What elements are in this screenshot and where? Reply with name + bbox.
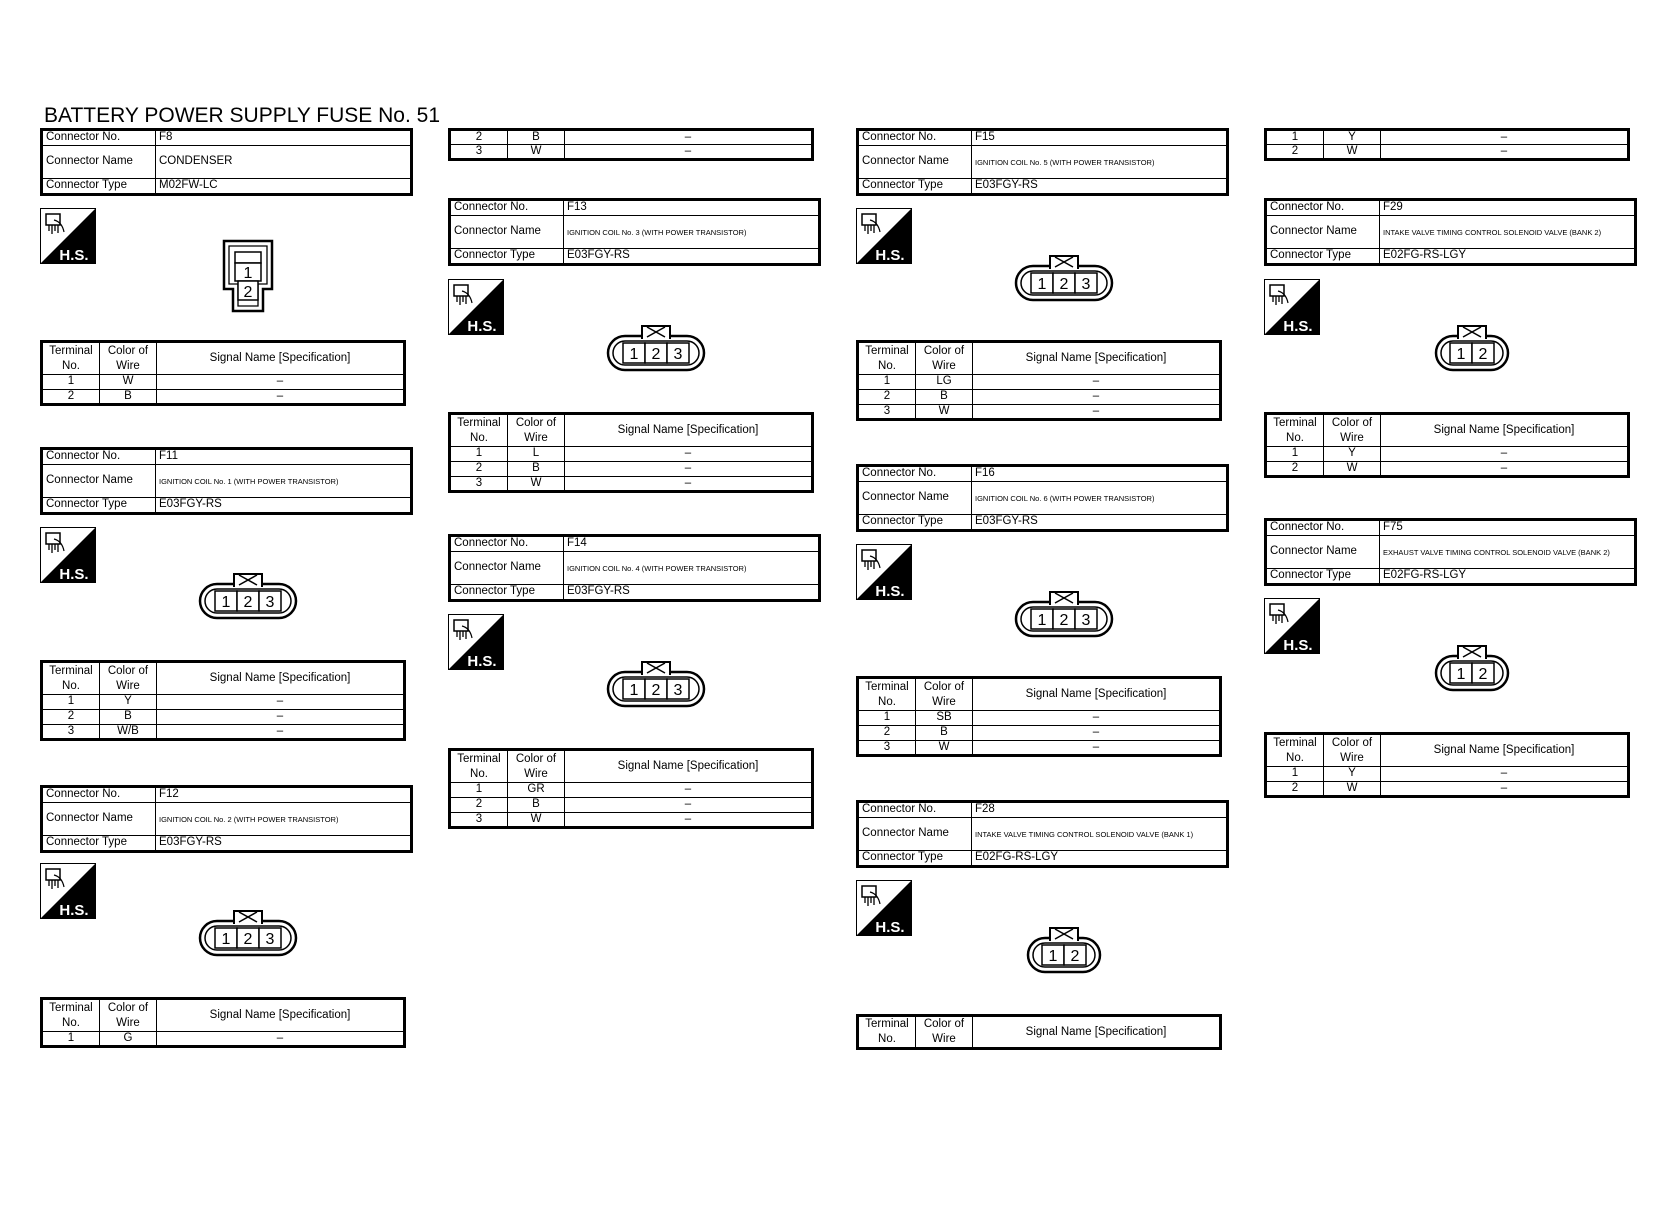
signal-name-header: Signal Name [Specification] xyxy=(1381,734,1629,767)
wire-color-cell: G xyxy=(100,1032,157,1047)
page-title: BATTERY POWER SUPPLY FUSE No. 51 xyxy=(44,104,441,127)
connector-header-f13 xyxy=(448,198,821,266)
connector-header-f14 xyxy=(448,534,821,602)
hs-label: H.S. xyxy=(59,566,89,583)
connector-face-f75 xyxy=(1434,642,1510,694)
pin-label: 2 xyxy=(243,594,253,611)
pin-label: 1 xyxy=(1456,346,1466,363)
table-row xyxy=(1266,145,1629,160)
pin-label: 3 xyxy=(265,594,275,611)
terminal-table-f16 xyxy=(856,676,1222,757)
table-row xyxy=(1266,447,1629,462)
terminal-no-cell: 1 xyxy=(450,447,508,462)
signal-name-cell: – xyxy=(157,1032,405,1047)
connector-no-value: F75 xyxy=(1380,520,1636,536)
connector-name-value: INTAKE VALVE TIMING CONTROL SOLENOID VALVE (BANK 1) xyxy=(972,818,1228,851)
wire-color-cell: B xyxy=(508,798,565,813)
terminal-no-header: Terminal No. xyxy=(42,342,100,375)
signal-name-cell: – xyxy=(157,375,405,390)
signal-name-cell: – xyxy=(973,726,1221,741)
signal-name-cell: – xyxy=(565,447,813,462)
wire-color-cell: B xyxy=(916,390,973,405)
signal-name-cell: – xyxy=(1381,462,1629,477)
pin-label: 1 xyxy=(1048,948,1058,965)
terminal-no-cell: 2 xyxy=(42,390,100,405)
terminal-no-cell: 3 xyxy=(450,813,508,828)
color-of-wire-header: Color of Wire xyxy=(916,342,973,375)
terminal-no-cell: 1 xyxy=(42,375,100,390)
wire-color-cell: W xyxy=(916,405,973,420)
terminal-no-cell: 1 xyxy=(1266,447,1324,462)
connector-name-value: CONDENSER xyxy=(156,146,412,179)
harness-side-icon xyxy=(856,208,912,264)
signal-name-header: Signal Name [Specification] xyxy=(973,1016,1221,1049)
wire-color-cell: W xyxy=(508,813,565,828)
pin-label: 2 xyxy=(1059,612,1069,629)
table-row xyxy=(42,710,405,725)
signal-name-cell: – xyxy=(1381,767,1629,782)
terminal-no-cell: 2 xyxy=(1266,782,1324,797)
terminal-table-f12 xyxy=(40,997,406,1048)
connector-no-label: Connector No. xyxy=(450,200,564,216)
terminal-table-f15 xyxy=(856,340,1222,421)
harness-side-icon xyxy=(1264,279,1320,335)
terminal-table-f12 xyxy=(448,128,814,161)
terminal-no-cell: 2 xyxy=(42,710,100,725)
wire-color-cell: B xyxy=(508,130,565,145)
terminal-no-header: Terminal No. xyxy=(450,414,508,447)
connector-no-label: Connector No. xyxy=(42,130,156,146)
signal-name-cell: – xyxy=(157,710,405,725)
table-row xyxy=(1266,130,1629,145)
hs-label: H.S. xyxy=(467,653,497,670)
connector-no-value: F13 xyxy=(564,200,820,216)
table-row xyxy=(1266,767,1629,782)
connector-type-label: Connector Type xyxy=(450,585,564,601)
signal-name-cell: – xyxy=(565,783,813,798)
connector-no-label: Connector No. xyxy=(1266,520,1380,536)
connector-name-label: Connector Name xyxy=(858,146,972,179)
connector-no-label: Connector No. xyxy=(450,536,564,552)
color-of-wire-header: Color of Wire xyxy=(100,662,157,695)
harness-side-icon xyxy=(448,614,504,670)
table-row xyxy=(42,375,405,390)
connector-name-value: IGNITION COIL No. 5 (WITH POWER TRANSISTOR) xyxy=(972,146,1228,179)
table-row xyxy=(858,375,1221,390)
table-row xyxy=(450,798,813,813)
connector-no-label: Connector No. xyxy=(1266,200,1380,216)
hs-label: H.S. xyxy=(875,247,905,264)
terminal-no-cell: 1 xyxy=(858,375,916,390)
connector-no-label: Connector No. xyxy=(858,466,972,482)
connector-face-f28 xyxy=(1026,924,1102,976)
pin-label: 2 xyxy=(1478,666,1488,683)
terminal-no-cell: 3 xyxy=(42,725,100,740)
hs-label: H.S. xyxy=(467,318,497,335)
connector-no-value: F28 xyxy=(972,802,1228,818)
terminal-table-f28 xyxy=(1264,128,1630,161)
table-row xyxy=(858,390,1221,405)
table-row xyxy=(450,447,813,462)
terminal-no-cell: 2 xyxy=(858,726,916,741)
signal-name-header: Signal Name [Specification] xyxy=(157,999,405,1032)
terminal-no-header: Terminal No. xyxy=(858,678,916,711)
pin-label: 1 xyxy=(221,931,231,948)
connector-no-label: Connector No. xyxy=(858,130,972,146)
terminal-no-header: Terminal No. xyxy=(858,342,916,375)
wire-color-cell: B xyxy=(508,462,565,477)
signal-name-cell: – xyxy=(157,725,405,740)
pin-label: 1 xyxy=(1456,666,1466,683)
signal-name-cell: – xyxy=(565,813,813,828)
terminal-no-cell: 2 xyxy=(450,798,508,813)
table-row xyxy=(1266,782,1629,797)
color-of-wire-header: Color of Wire xyxy=(100,999,157,1032)
terminal-table-f75 xyxy=(1264,732,1630,798)
terminal-table-f14 xyxy=(448,748,814,829)
table-row xyxy=(42,695,405,710)
harness-side-icon xyxy=(448,279,504,335)
connector-type-label: Connector Type xyxy=(42,498,156,514)
connector-name-label: Connector Name xyxy=(858,482,972,515)
pin-label: 1 xyxy=(1037,612,1047,629)
table-row xyxy=(450,130,813,145)
wire-color-cell: W xyxy=(1324,145,1381,160)
connector-name-label: Connector Name xyxy=(1266,536,1380,569)
wire-color-cell: Y xyxy=(100,695,157,710)
connector-type-label: Connector Type xyxy=(1266,249,1380,265)
harness-side-icon xyxy=(40,527,96,583)
hs-label: H.S. xyxy=(875,583,905,600)
connector-name-value: EXHAUST VALVE TIMING CONTROL SOLENOID VALVE (BANK 2) xyxy=(1380,536,1636,569)
signal-name-cell: – xyxy=(565,130,813,145)
wire-color-cell: W xyxy=(100,375,157,390)
connector-no-label: Connector No. xyxy=(858,802,972,818)
harness-side-icon xyxy=(40,863,96,919)
connector-header-f16 xyxy=(856,464,1229,532)
pin-label: 1 xyxy=(629,682,639,699)
color-of-wire-header: Color of Wire xyxy=(100,342,157,375)
wire-color-cell: W xyxy=(508,477,565,492)
terminal-table-f29 xyxy=(1264,412,1630,478)
terminal-no-cell: 2 xyxy=(450,462,508,477)
terminal-no-header: Terminal No. xyxy=(42,999,100,1032)
wire-color-cell: SB xyxy=(916,711,973,726)
table-row xyxy=(450,813,813,828)
table-row xyxy=(450,783,813,798)
pin-label: 3 xyxy=(1081,276,1091,293)
signal-name-header: Signal Name [Specification] xyxy=(973,678,1221,711)
connector-header-f29 xyxy=(1264,198,1637,266)
connector-name-value: INTAKE VALVE TIMING CONTROL SOLENOID VALVE (BANK 2) xyxy=(1380,216,1636,249)
table-row xyxy=(858,726,1221,741)
terminal-no-cell: 1 xyxy=(1266,767,1324,782)
pin-label: 1 xyxy=(1037,276,1047,293)
signal-name-cell: – xyxy=(973,375,1221,390)
connector-face-f13 xyxy=(606,322,706,374)
terminal-no-header: Terminal No. xyxy=(450,750,508,783)
color-of-wire-header: Color of Wire xyxy=(508,750,565,783)
terminal-no-cell: 2 xyxy=(1266,462,1324,477)
table-row xyxy=(42,725,405,740)
pin-label: 2 xyxy=(651,346,661,363)
signal-name-header: Signal Name [Specification] xyxy=(565,750,813,783)
harness-side-icon xyxy=(856,544,912,600)
signal-name-header: Signal Name [Specification] xyxy=(1381,414,1629,447)
wire-color-cell: B xyxy=(100,390,157,405)
signal-name-cell: – xyxy=(157,695,405,710)
terminal-no-header: Terminal No. xyxy=(858,1016,916,1049)
wire-color-cell: B xyxy=(100,710,157,725)
connector-face-f15 xyxy=(1014,252,1114,304)
color-of-wire-header: Color of Wire xyxy=(508,414,565,447)
wire-color-cell: B xyxy=(916,726,973,741)
signal-name-header: Signal Name [Specification] xyxy=(157,342,405,375)
terminal-no-cell: 3 xyxy=(858,405,916,420)
color-of-wire-header: Color of Wire xyxy=(916,678,973,711)
connector-header-f75 xyxy=(1264,518,1637,586)
connector-type-label: Connector Type xyxy=(42,179,156,195)
connector-no-value: F29 xyxy=(1380,200,1636,216)
wire-color-cell: Y xyxy=(1324,130,1381,145)
terminal-no-cell: 3 xyxy=(450,145,508,160)
connector-type-value: E03FGY-RS xyxy=(972,515,1228,531)
connector-type-label: Connector Type xyxy=(858,851,972,867)
connector-type-value: E03FGY-RS xyxy=(156,498,412,514)
connector-type-value: E02FG-RS-LGY xyxy=(1380,569,1636,585)
connector-no-value: F16 xyxy=(972,466,1228,482)
hs-label: H.S. xyxy=(1283,637,1313,654)
connector-header-f12 xyxy=(40,785,413,853)
connector-no-label: Connector No. xyxy=(42,449,156,465)
signal-name-cell: – xyxy=(565,798,813,813)
signal-name-cell: – xyxy=(1381,130,1629,145)
table-row xyxy=(42,1032,405,1047)
pin-label: 2 xyxy=(243,931,253,948)
connector-face-f14 xyxy=(606,658,706,710)
connector-type-label: Connector Type xyxy=(450,249,564,265)
connector-type-label: Connector Type xyxy=(1266,569,1380,585)
connector-type-label: Connector Type xyxy=(42,836,156,852)
connector-face-f16 xyxy=(1014,588,1114,640)
pin-label: 2 xyxy=(1070,948,1080,965)
pin-label: 3 xyxy=(1081,612,1091,629)
connector-face-f29 xyxy=(1434,322,1510,374)
connector-name-value: IGNITION COIL No. 3 (WITH POWER TRANSISTOR) xyxy=(564,216,820,249)
wire-color-cell: L xyxy=(508,447,565,462)
wire-color-cell: Y xyxy=(1324,767,1381,782)
connector-no-value: F15 xyxy=(972,130,1228,146)
signal-name-cell: – xyxy=(973,711,1221,726)
wire-color-cell: GR xyxy=(508,783,565,798)
signal-name-cell: – xyxy=(973,405,1221,420)
connector-no-value: F14 xyxy=(564,536,820,552)
pin-label: 3 xyxy=(673,346,683,363)
signal-name-cell: – xyxy=(973,390,1221,405)
connector-no-value: F11 xyxy=(156,449,412,465)
harness-side-icon xyxy=(1264,598,1320,654)
terminal-no-cell: 2 xyxy=(1266,145,1324,160)
connector-header-f8 xyxy=(40,128,413,196)
wire-color-cell: Y xyxy=(1324,447,1381,462)
hs-label: H.S. xyxy=(875,919,905,936)
connector-name-value: IGNITION COIL No. 1 (WITH POWER TRANSISTOR) xyxy=(156,465,412,498)
color-of-wire-header: Color of Wire xyxy=(916,1016,973,1049)
terminal-no-header: Terminal No. xyxy=(1266,734,1324,767)
pin-label: 2 xyxy=(1478,346,1488,363)
connector-header-f28 xyxy=(856,800,1229,868)
terminal-no-cell: 1 xyxy=(858,711,916,726)
signal-name-cell: – xyxy=(1381,782,1629,797)
signal-name-cell: – xyxy=(565,462,813,477)
connector-face-f12 xyxy=(198,907,298,959)
table-row xyxy=(858,741,1221,756)
connector-face-f11 xyxy=(198,570,298,622)
table-row xyxy=(42,390,405,405)
connector-type-label: Connector Type xyxy=(858,515,972,531)
wire-color-cell: LG xyxy=(916,375,973,390)
wire-color-cell: W/B xyxy=(100,725,157,740)
wire-color-cell: W xyxy=(1324,462,1381,477)
pin-label: 1 xyxy=(243,265,253,282)
pin-label: 1 xyxy=(221,594,231,611)
connector-name-value: IGNITION COIL No. 4 (WITH POWER TRANSISTOR) xyxy=(564,552,820,585)
connector-name-label: Connector Name xyxy=(1266,216,1380,249)
table-row xyxy=(450,477,813,492)
table-row xyxy=(450,145,813,160)
terminal-no-header: Terminal No. xyxy=(1266,414,1324,447)
terminal-table-f8 xyxy=(40,340,406,406)
connector-type-value: E02FG-RS-LGY xyxy=(1380,249,1636,265)
wire-color-cell: W xyxy=(508,145,565,160)
connector-no-label: Connector No. xyxy=(42,787,156,803)
terminal-table-f13 xyxy=(448,412,814,493)
pin-label: 3 xyxy=(673,682,683,699)
pin-label: 2 xyxy=(1059,276,1069,293)
connector-name-label: Connector Name xyxy=(42,465,156,498)
table-row xyxy=(450,462,813,477)
signal-name-header: Signal Name [Specification] xyxy=(157,662,405,695)
signal-name-cell: – xyxy=(157,390,405,405)
signal-name-cell: – xyxy=(1381,447,1629,462)
pin-label: 2 xyxy=(243,284,253,301)
terminal-no-cell: 1 xyxy=(450,783,508,798)
color-of-wire-header: Color of Wire xyxy=(1324,414,1381,447)
signal-name-cell: – xyxy=(1381,145,1629,160)
color-of-wire-header: Color of Wire xyxy=(1324,734,1381,767)
connector-name-value: IGNITION COIL No. 6 (WITH POWER TRANSISTOR) xyxy=(972,482,1228,515)
connector-name-label: Connector Name xyxy=(450,216,564,249)
harness-side-icon xyxy=(856,880,912,936)
connector-type-value: E03FGY-RS xyxy=(156,836,412,852)
connector-type-value: E03FGY-RS xyxy=(564,585,820,601)
signal-name-header: Signal Name [Specification] xyxy=(565,414,813,447)
terminal-no-cell: 1 xyxy=(1266,130,1324,145)
connector-name-label: Connector Name xyxy=(450,552,564,585)
table-row xyxy=(858,405,1221,420)
harness-side-icon xyxy=(40,208,96,264)
connector-name-label: Connector Name xyxy=(858,818,972,851)
connector-no-value: F8 xyxy=(156,130,412,146)
signal-name-header: Signal Name [Specification] xyxy=(973,342,1221,375)
connector-type-value: M02FW-LC xyxy=(156,179,412,195)
connector-type-label: Connector Type xyxy=(858,179,972,195)
pin-label: 2 xyxy=(651,682,661,699)
signal-name-cell: – xyxy=(565,477,813,492)
signal-name-cell: – xyxy=(565,145,813,160)
terminal-no-cell: 1 xyxy=(42,1032,100,1047)
signal-name-cell: – xyxy=(973,741,1221,756)
table-row xyxy=(858,711,1221,726)
terminal-no-cell: 2 xyxy=(450,130,508,145)
wire-color-cell: W xyxy=(916,741,973,756)
terminal-no-cell: 2 xyxy=(858,390,916,405)
connector-type-value: E03FGY-RS xyxy=(564,249,820,265)
connector-no-value: F12 xyxy=(156,787,412,803)
connector-name-value: IGNITION COIL No. 2 (WITH POWER TRANSISTOR) xyxy=(156,803,412,836)
connector-type-value: E02FG-RS-LGY xyxy=(972,851,1228,867)
terminal-no-cell: 1 xyxy=(42,695,100,710)
table-row xyxy=(1266,462,1629,477)
wire-color-cell: W xyxy=(1324,782,1381,797)
connector-header-f11 xyxy=(40,447,413,515)
connector-name-label: Connector Name xyxy=(42,146,156,179)
connector-header-f15 xyxy=(856,128,1229,196)
terminal-no-cell: 3 xyxy=(450,477,508,492)
pin-label: 3 xyxy=(265,931,275,948)
connector-type-value: E03FGY-RS xyxy=(972,179,1228,195)
hs-label: H.S. xyxy=(59,247,89,264)
connector-name-label: Connector Name xyxy=(42,803,156,836)
pin-label: 1 xyxy=(629,346,639,363)
terminal-no-header: Terminal No. xyxy=(42,662,100,695)
terminal-table-f28 xyxy=(856,1014,1222,1050)
terminal-no-cell: 3 xyxy=(858,741,916,756)
hs-label: H.S. xyxy=(1283,318,1313,335)
hs-label: H.S. xyxy=(59,902,89,919)
terminal-table-f11 xyxy=(40,660,406,741)
connector-face-f8 xyxy=(222,239,274,313)
